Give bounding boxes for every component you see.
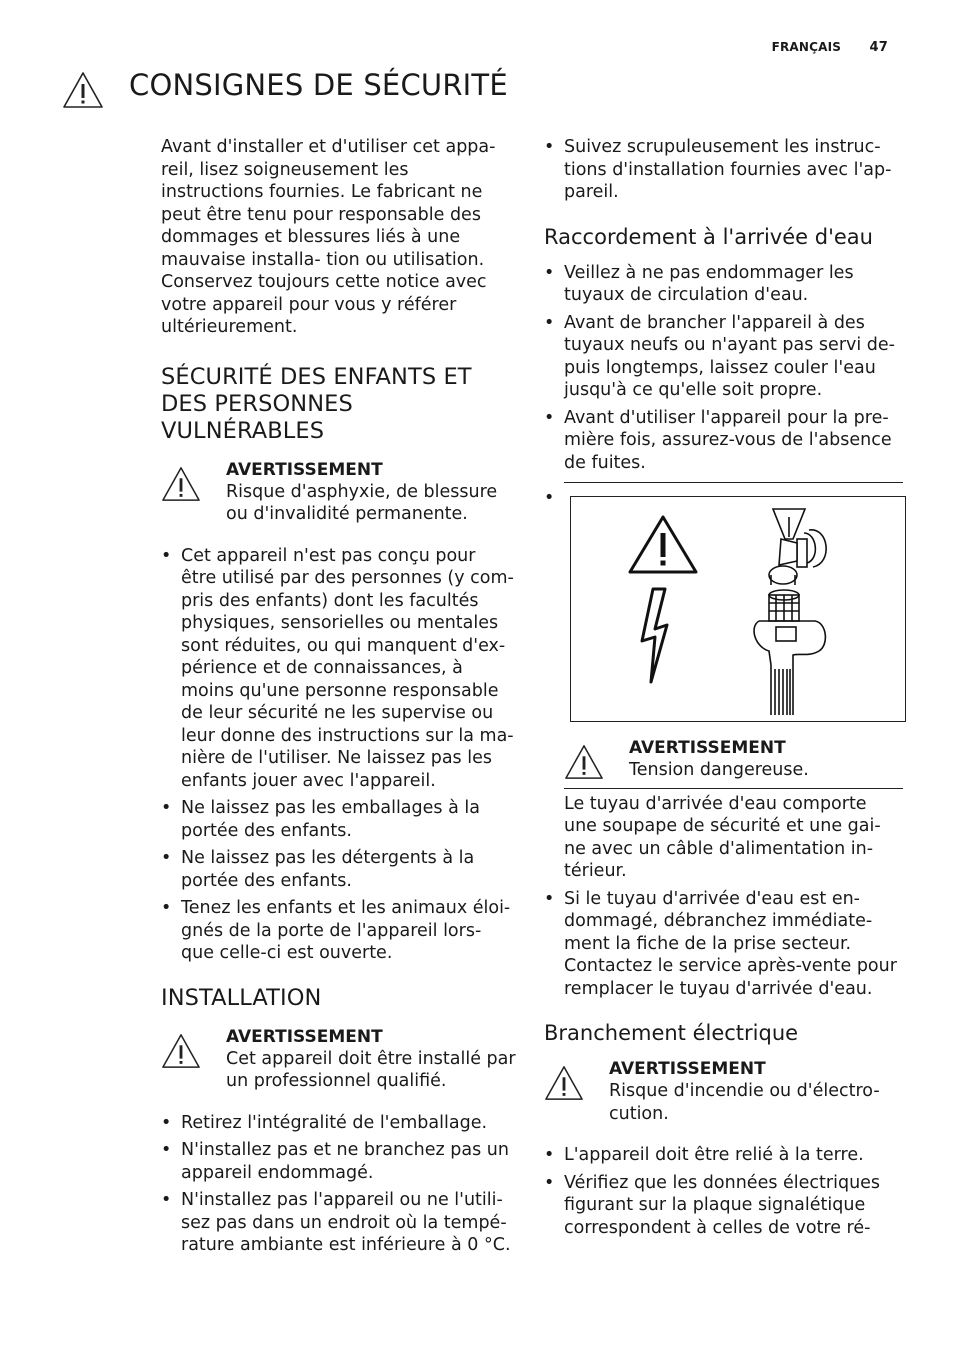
warning-triangle-icon (161, 1032, 201, 1070)
installation-list (161, 1112, 516, 1257)
language-label: FRANÇAIS (771, 40, 842, 54)
warning-text: Risque d'asphyxie, de blessure ou d'invalidité permanente. (226, 481, 498, 524)
page-header (772, 40, 888, 55)
page-title: CONSIGNES DE SÉCURITÉ (129, 68, 508, 102)
right-column (544, 136, 899, 1244)
hose-note: Le tuyau d'arrivée d'eau comporte une soupape de sécurité et une gai- ne avec un câble d'alimentation in- térieur. (564, 793, 881, 881)
children-warning (161, 459, 516, 526)
warning-triangle-icon (630, 517, 696, 572)
warning-triangle-icon (62, 70, 104, 110)
inlet-hose-figure-item (544, 487, 899, 725)
list-item: • Veillez à ne pas endommager les tuyaux de circulation d'eau. (544, 262, 899, 307)
water-tap-icon (769, 509, 826, 585)
warning-title: AVERTISSEMENT (629, 738, 786, 758)
list-item: • Tenez les enfants et les animaux éloi- gnés de la porte de l'appareil lors- que celle-ci est ouverte. (161, 897, 516, 965)
warning-text: Tension dangereuse. (629, 760, 809, 780)
list-item: • Cet appareil n'est pas conçu pour être utilisé par des personnes (y com- pris des enfants) dont les facultés physiques, sensorielles ou mentales sont réduites, ou qui manquent d'ex- périence et de connaissances, à moins qu'une personne responsable de leur sécurité ne les supervise ou leur donne des instructions sur la ma- nière de l'utiliser. Ne laissez pas les enfants jouer avec l'appareil. (161, 545, 516, 793)
lightning-icon (642, 589, 667, 682)
list-item: • Vérifiez que les données électriques figurant sur la plaque signalétique correspondent à celles de votre ré- (544, 1172, 899, 1240)
electrical-warning (544, 1058, 899, 1125)
warning-title: AVERTISSEMENT (226, 1026, 383, 1047)
voltage-warning (564, 737, 899, 782)
divider (564, 482, 903, 483)
children-safety-list (161, 545, 516, 965)
list-item: • Suivez scrupuleusement les instruc- tions d'installation fournies avec l'ap- pareil. (544, 136, 899, 204)
warning-triangle-icon (544, 1064, 584, 1102)
left-column (161, 136, 516, 1262)
electrical-connection-heading: Branchement électrique (544, 1021, 799, 1045)
warning-title: AVERTISSEMENT (226, 459, 383, 480)
list-item: • N'installez pas l'appareil ou ne l'utili- sez pas dans un endroit où la tempé- rature ambiante est inférieure à 0 °C. (161, 1189, 516, 1257)
list-item: • N'installez pas et ne branchez pas un appareil endommagé. (161, 1139, 516, 1184)
installation-warning (161, 1026, 516, 1093)
inlet-hose-icon (754, 590, 825, 715)
divider (564, 788, 903, 789)
hose-damage-list (544, 888, 899, 1001)
warning-title: AVERTISSEMENT (609, 1059, 766, 1079)
electrical-list (544, 1144, 899, 1239)
list-item: • Ne laissez pas les emballages à la portée des enfants. (161, 797, 516, 842)
list-item: • Retirez l'intégralité de l'emballage. (161, 1112, 516, 1135)
list-item: • Avant de brancher l'appareil à des tuyaux neufs ou n'ayant pas servi de- puis longtemps, laissez couler l'eau jusqu'à ce qu'elle soit propre. (544, 312, 899, 402)
inlet-hose-figure (570, 496, 906, 722)
installation-list-continued (544, 136, 899, 204)
bullet: • (544, 488, 555, 508)
warning-text: Risque d'incendie ou d'électro- cution. (609, 1081, 880, 1124)
water-connection-list (544, 262, 899, 475)
list-item: • Si le tuyau d'arrivée d'eau est en- dommagé, débranchez immédiate- ment la fiche de la prise secteur. Contactez le service après-vente pour remplacer le tuyau d'arrivée d'eau. (544, 888, 899, 1001)
installation-heading: INSTALLATION (161, 984, 322, 1011)
list-item: • Avant d'utiliser l'appareil pour la pre- mière fois, assurez-vous de l'absence de fuites. (544, 407, 899, 475)
water-connection-heading: Raccordement à l'arrivée d'eau (544, 224, 873, 249)
list-item: • L'appareil doit être relié à la terre. (544, 1144, 899, 1167)
list-item: • Ne laissez pas les détergents à la portée des enfants. (161, 847, 516, 892)
warning-triangle-icon (564, 743, 604, 781)
warning-text: Cet appareil doit être installé par un professionnel qualifié. (226, 1048, 516, 1091)
intro-paragraph: Avant d'installer et d'utiliser cet appa- reil, lisez soigneusement les instructions fournies. Le fabricant ne peut être tenu pour responsable des dommages et blessures liés à une mauvaise installa- tion ou utilisation. Conservez toujours cette notice avec votre appareil pour vous y référer ultérieurement. (161, 137, 496, 337)
children-safety-heading: SÉCURITÉ DES ENFANTS ET DES PERSONNES VULNÉRABLES (161, 363, 472, 444)
warning-triangle-icon (161, 465, 201, 503)
page-number: 47 (869, 40, 888, 55)
